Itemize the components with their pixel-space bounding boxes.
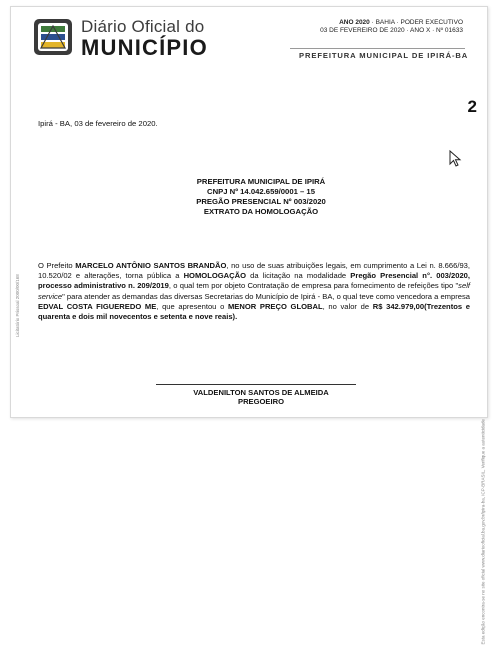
brand-title-top: Diário Oficial do <box>81 17 205 36</box>
mouse-cursor-icon <box>449 150 463 168</box>
location-date: Ipirá - BA, 03 de fevereiro de 2020. <box>38 119 158 128</box>
mayor-name: MARCELO ANTÔNIO SANTOS BRANDÃO <box>75 261 227 270</box>
award-criterion: MENOR PREÇO GLOBAL <box>227 301 323 311</box>
self-service-term: self service <box>38 281 470 301</box>
homologacao-term: HOMOLOGAÇÃO <box>183 271 247 281</box>
document-title-block <box>131 177 391 217</box>
municipal-crest-icon <box>33 18 73 56</box>
edition-power: PODER EXECUTIVO <box>400 19 463 26</box>
award-value: R$ 342.979,00(Trezentos e quarenta e dois mil novecentos e setenta e nove reais). <box>38 301 470 322</box>
page-number: 2 <box>467 97 477 116</box>
newspaper-page <box>10 6 488 645</box>
edition-year: ANO 2020 <box>339 19 370 26</box>
signer-role: PREGOEIRO <box>238 397 284 407</box>
paragraph-text: , no valor de <box>322 301 373 311</box>
signature-line <box>156 384 356 385</box>
title-line-extrato: EXTRATO DA HOMOLOGAÇÃO <box>203 207 319 216</box>
title-line-prefeitura: PREFEITURA MUNICIPAL DE IPIRÁ <box>196 177 326 186</box>
side-text-right: Esta edição encontra-se no site oficial www.diariooficial.ba.gov.br/ipira-ba, ICP-BRASIL, Verifique a autenticidade <box>481 419 486 645</box>
modalidade-text: Pregão Presencial n°. 003/2020, processo administrativo n. 209/2019 <box>38 271 471 291</box>
company-name: EDVAL COSTA FIGUEREDO ME <box>38 301 157 311</box>
signer-name: VALDENILTON SANTOS DE ALMEIDA <box>193 388 329 397</box>
paragraph-text: , o qual tem por objeto Contratação de empresa para fornecimento de refeições tipo " <box>168 281 459 291</box>
paragraph-text: " para atender as demandas das diversas Secretarias do Município de Ipirá - BA, o qual teve como vencedora a empresa <box>62 291 470 301</box>
edition-state: · BAHIA · <box>371 19 399 26</box>
header-divider <box>290 48 465 49</box>
paragraph-text: O Prefeito <box>38 261 76 270</box>
signer-block <box>131 388 391 407</box>
prefeitura-header: PREFEITURA MUNICIPAL DE IPIRÁ-BA <box>299 51 469 60</box>
edition-date-number: 03 DE FEVEREIRO DE 2020 · ANO X · Nº 01633 <box>320 27 463 35</box>
brand-title-bottom: MUNICÍPIO <box>81 35 208 60</box>
paragraph-text: da licitação na modalidade <box>246 271 351 281</box>
title-line-pregao: PREGÃO PRESENCIAL Nº 003/2020 <box>196 197 326 206</box>
title-line-cnpj: CNPJ Nº 14.042.659/0001 – 15 <box>207 187 315 196</box>
edition-info <box>320 19 463 36</box>
homologation-paragraph <box>38 261 470 322</box>
paragraph-text: , que apresentou o <box>156 301 228 311</box>
paragraph-text: , no uso de suas atribuições legais, em cumprimento a Lei n. 8.666/93, 10.520/02 e alterações, torna pública a <box>38 261 471 281</box>
side-text-left: Licitatório Prissoal 2000/00/168 <box>15 274 20 337</box>
